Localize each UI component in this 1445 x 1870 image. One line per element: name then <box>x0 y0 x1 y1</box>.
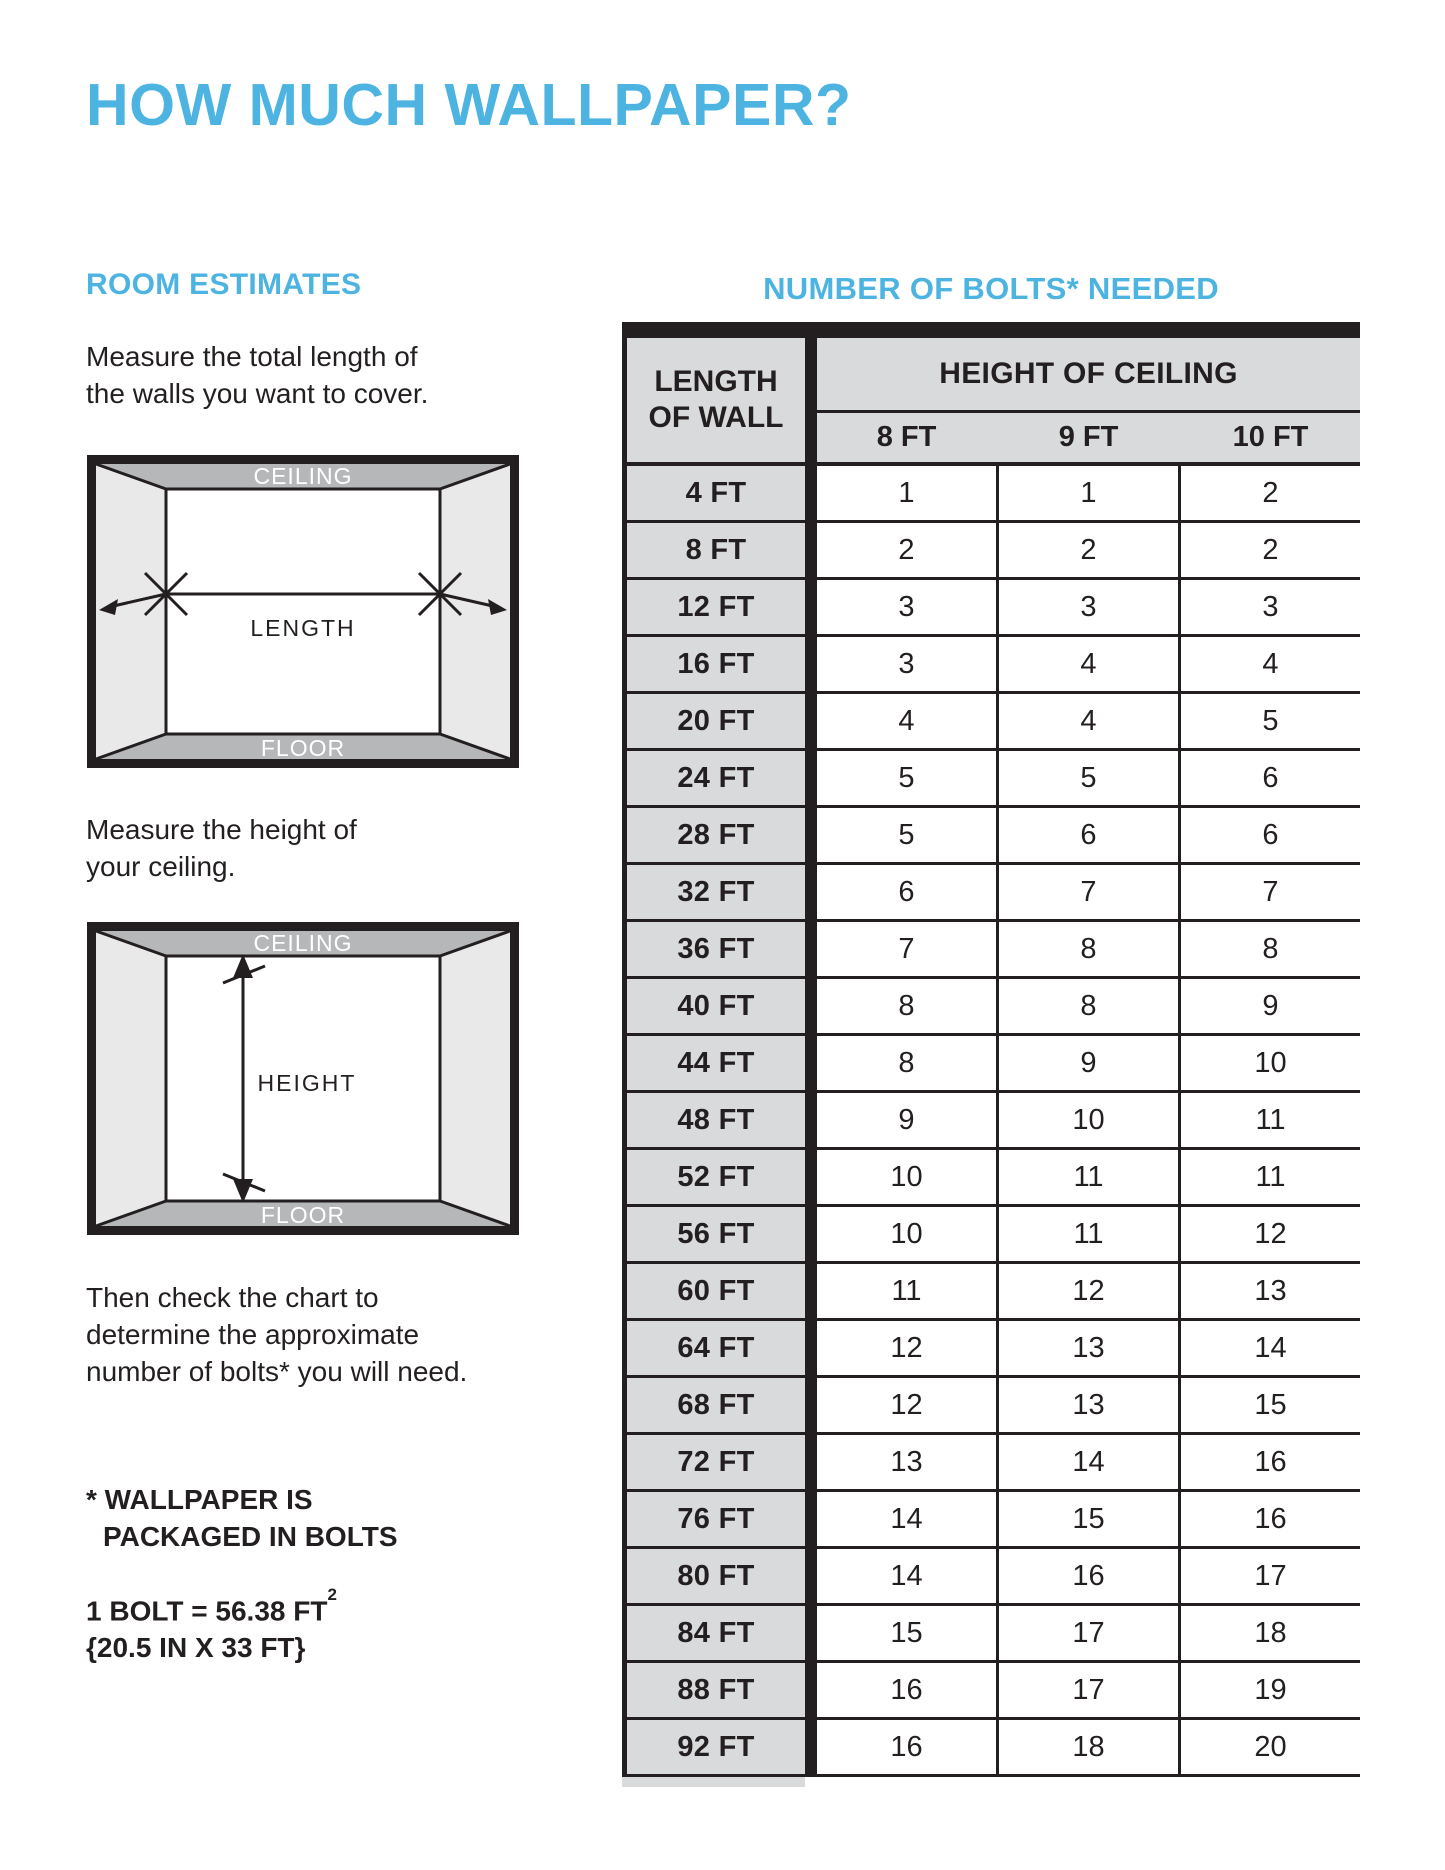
bolts-8ft-cell: 15 <box>817 1606 996 1660</box>
column-divider-thick <box>805 338 817 466</box>
bolts-8ft-cell: 12 <box>817 1321 996 1375</box>
bolts-8ft-cell: 10 <box>817 1207 996 1261</box>
wall-length-cell: 80 FT <box>622 1549 805 1603</box>
wall-length-cell: 84 FT <box>622 1606 805 1660</box>
column-divider-thick <box>805 1492 817 1546</box>
column-divider-thick <box>805 1321 817 1375</box>
bolts-8ft-cell: 5 <box>817 751 996 805</box>
column-divider-thick <box>805 865 817 919</box>
table-row <box>622 637 1360 694</box>
bolts-10ft-cell: 11 <box>1181 1093 1360 1147</box>
bolts-10ft-cell: 16 <box>1181 1492 1360 1546</box>
bolts-9ft-cell: 17 <box>999 1663 1178 1717</box>
left-wall-face <box>96 931 166 1226</box>
column-divider-thick <box>805 1663 817 1717</box>
column-divider-thick <box>805 1150 817 1204</box>
bolts-10ft-cell: 15 <box>1181 1378 1360 1432</box>
header-bottom-line <box>622 462 1360 466</box>
column-divider-thick <box>805 1549 817 1603</box>
table-row <box>622 979 1360 1036</box>
table-row <box>622 1264 1360 1321</box>
bolts-8ft-cell: 3 <box>817 580 996 634</box>
bolts-9ft-cell: 11 <box>999 1207 1178 1261</box>
ceiling-label: CEILING <box>253 463 353 489</box>
bolts-10ft-cell: 5 <box>1181 694 1360 748</box>
bolts-8ft-cell: 14 <box>817 1492 996 1546</box>
bolts-10ft-cell: 6 <box>1181 751 1360 805</box>
wall-length-cell: 72 FT <box>622 1435 805 1489</box>
bolt-area-line <box>86 1586 337 1629</box>
wall-length-cell: 8 FT <box>622 523 805 577</box>
bolts-8ft-cell: 2 <box>817 523 996 577</box>
bolts-10ft-cell: 12 <box>1181 1207 1360 1261</box>
bolts-9ft-cell: 5 <box>999 751 1178 805</box>
check-chart-paragraph <box>86 1279 467 1390</box>
column-divider-thick <box>805 808 817 862</box>
bolts-9ft-cell: 1 <box>999 466 1178 520</box>
bolts-9ft-cell: 8 <box>999 979 1178 1033</box>
bolts-9ft-cell: 16 <box>999 1549 1178 1603</box>
bolts-8ft-cell: 3 <box>817 637 996 691</box>
paragraph-line: determine the approximate <box>86 1319 420 1350</box>
table-row <box>622 1150 1360 1207</box>
bolts-10ft-cell: 7 <box>1181 865 1360 919</box>
bolts-10ft-cell: 19 <box>1181 1663 1360 1717</box>
wall-length-cell: 64 FT <box>622 1321 805 1375</box>
paragraph-line: number of bolts* you will need. <box>86 1356 468 1387</box>
ceiling-label: CEILING <box>253 930 353 956</box>
bolts-8ft-cell: 16 <box>817 1663 996 1717</box>
bolts-9ft-cell: 12 <box>999 1264 1178 1318</box>
bolts-9ft-cell: 4 <box>999 694 1178 748</box>
table-bottom-gray-tab <box>622 1777 805 1787</box>
bolts-table <box>622 322 1360 1787</box>
height-label: HEIGHT <box>257 1070 357 1096</box>
bolts-needed-heading: NUMBER OF BOLTS* NEEDED <box>763 271 1219 306</box>
wall-length-cell: 28 FT <box>622 808 805 862</box>
table-row <box>622 865 1360 922</box>
table-row <box>622 1549 1360 1606</box>
bolts-9ft-cell: 6 <box>999 808 1178 862</box>
page-title: HOW MUCH WALLPAPER? <box>86 72 852 138</box>
room-length-diagram <box>87 455 519 768</box>
bolts-8ft-cell: 6 <box>817 865 996 919</box>
footnote-line: * WALLPAPER IS <box>86 1484 313 1515</box>
column-divider-thick <box>805 1606 817 1660</box>
table-row <box>622 580 1360 637</box>
wall-length-cell: 56 FT <box>622 1207 805 1261</box>
wall-length-cell: 92 FT <box>622 1720 805 1774</box>
table-row <box>622 694 1360 751</box>
bolts-8ft-cell: 5 <box>817 808 996 862</box>
table-header <box>622 338 1360 466</box>
column-divider-thick <box>805 694 817 748</box>
wall-length-cell: 88 FT <box>622 1663 805 1717</box>
paragraph-line: your ceiling. <box>86 851 236 882</box>
column-divider-thick <box>805 1435 817 1489</box>
bolts-9ft-cell: 4 <box>999 637 1178 691</box>
bolts-10ft-cell: 13 <box>1181 1264 1360 1318</box>
wall-length-cell: 4 FT <box>622 466 805 520</box>
column-divider-thick <box>805 580 817 634</box>
bolts-8ft-cell: 16 <box>817 1720 996 1774</box>
bolts-8ft-cell: 12 <box>817 1378 996 1432</box>
bolts-9ft-cell: 18 <box>999 1720 1178 1774</box>
room-estimates-heading: ROOM ESTIMATES <box>86 268 362 301</box>
ceiling-10ft-header: 10 FT <box>1232 421 1309 453</box>
wall-length-cell: 76 FT <box>622 1492 805 1546</box>
wall-length-cell: 48 FT <box>622 1093 805 1147</box>
bolts-10ft-cell: 11 <box>1181 1150 1360 1204</box>
bolts-10ft-cell: 8 <box>1181 922 1360 976</box>
table-row <box>622 751 1360 808</box>
table-row <box>622 808 1360 865</box>
bolts-9ft-cell: 13 <box>999 1378 1178 1432</box>
table-row <box>622 1606 1360 1663</box>
bolts-9ft-cell: 15 <box>999 1492 1178 1546</box>
bolts-9ft-cell: 8 <box>999 922 1178 976</box>
table-row <box>622 1378 1360 1435</box>
bolts-table-body <box>622 466 1360 1777</box>
paragraph-line: Measure the height of <box>86 814 357 845</box>
table-row <box>622 1663 1360 1720</box>
bolts-10ft-cell: 10 <box>1181 1036 1360 1090</box>
floor-label: FLOOR <box>260 1202 346 1228</box>
paragraph-line: the walls you want to cover. <box>86 378 429 409</box>
wall-length-cell: 52 FT <box>622 1150 805 1204</box>
paragraph-line: Then check the chart to <box>86 1282 379 1313</box>
bolts-9ft-cell: 2 <box>999 523 1178 577</box>
bolts-10ft-cell: 6 <box>1181 808 1360 862</box>
bolts-9ft-cell: 11 <box>999 1150 1178 1204</box>
ceiling-height-subheader <box>817 413 1360 462</box>
table-row <box>622 1435 1360 1492</box>
bolt-dimensions-line: {20.5 IN X 33 FT} <box>86 1632 306 1664</box>
bolts-9ft-cell: 14 <box>999 1435 1178 1489</box>
bolts-9ft-cell: 10 <box>999 1093 1178 1147</box>
column-divider-thick <box>805 1093 817 1147</box>
wall-length-cell: 44 FT <box>622 1036 805 1090</box>
bolt-size-info <box>86 1586 337 1666</box>
wall-length-cell: 60 FT <box>622 1264 805 1318</box>
column-divider-thick <box>805 523 817 577</box>
header-line: LENGTH <box>654 365 778 398</box>
bolts-10ft-cell: 17 <box>1181 1549 1360 1603</box>
column-divider-thick <box>805 1720 817 1774</box>
column-divider-thick <box>805 1264 817 1318</box>
column-divider-thick <box>805 979 817 1033</box>
bolts-8ft-cell: 14 <box>817 1549 996 1603</box>
table-row <box>622 466 1360 523</box>
bolts-footnote <box>86 1481 398 1555</box>
table-row <box>622 1720 1360 1777</box>
wall-length-cell: 16 FT <box>622 637 805 691</box>
bolts-9ft-cell: 13 <box>999 1321 1178 1375</box>
bolts-9ft-cell: 17 <box>999 1606 1178 1660</box>
height-of-ceiling-header: HEIGHT OF CEILING <box>817 338 1360 410</box>
table-row <box>622 922 1360 979</box>
floor-label: FLOOR <box>260 735 346 761</box>
bolts-8ft-cell: 8 <box>817 979 996 1033</box>
bolts-10ft-cell: 3 <box>1181 580 1360 634</box>
bolts-8ft-cell: 8 <box>817 1036 996 1090</box>
column-divider-thick <box>805 751 817 805</box>
table-row <box>622 523 1360 580</box>
table-row <box>622 1093 1360 1150</box>
bolt-area-text: 1 BOLT = 56.38 FT <box>86 1595 328 1627</box>
column-divider-thick <box>805 1378 817 1432</box>
table-top-bar <box>622 322 1360 338</box>
bolts-10ft-cell: 16 <box>1181 1435 1360 1489</box>
column-divider-thick <box>805 466 817 520</box>
column-divider-thick <box>805 637 817 691</box>
bolts-10ft-cell: 20 <box>1181 1720 1360 1774</box>
length-of-wall-header <box>622 338 805 462</box>
squared-superscript: 2 <box>327 1585 337 1604</box>
table-row <box>622 1321 1360 1378</box>
bolts-10ft-cell: 9 <box>1181 979 1360 1033</box>
bolts-10ft-cell: 18 <box>1181 1606 1360 1660</box>
table-row <box>622 1207 1360 1264</box>
ceiling-9ft-header: 9 FT <box>1058 421 1119 453</box>
wall-length-cell: 40 FT <box>622 979 805 1033</box>
header-line: OF WALL <box>648 401 784 434</box>
room-height-diagram <box>87 922 519 1235</box>
bolts-8ft-cell: 13 <box>817 1435 996 1489</box>
bolts-8ft-cell: 9 <box>817 1093 996 1147</box>
table-row <box>622 1492 1360 1549</box>
bolts-10ft-cell: 4 <box>1181 637 1360 691</box>
column-divider-thick <box>805 922 817 976</box>
footnote-line: PACKAGED IN BOLTS <box>103 1521 398 1552</box>
bolts-10ft-cell: 14 <box>1181 1321 1360 1375</box>
bolts-10ft-cell: 2 <box>1181 466 1360 520</box>
bolts-9ft-cell: 7 <box>999 865 1178 919</box>
bolts-9ft-cell: 3 <box>999 580 1178 634</box>
bolts-8ft-cell: 11 <box>817 1264 996 1318</box>
wall-length-cell: 12 FT <box>622 580 805 634</box>
wall-length-cell: 32 FT <box>622 865 805 919</box>
wall-length-cell: 68 FT <box>622 1378 805 1432</box>
wall-length-cell: 20 FT <box>622 694 805 748</box>
length-label: LENGTH <box>250 615 356 641</box>
wall-length-cell: 36 FT <box>622 922 805 976</box>
bolts-8ft-cell: 10 <box>817 1150 996 1204</box>
measure-height-paragraph <box>86 811 357 885</box>
wall-length-cell: 24 FT <box>622 751 805 805</box>
right-wall-face <box>440 931 510 1226</box>
paragraph-line: Measure the total length of <box>86 341 418 372</box>
ceiling-8ft-header: 8 FT <box>876 421 937 453</box>
column-divider-thick <box>805 1036 817 1090</box>
bolts-10ft-cell: 2 <box>1181 523 1360 577</box>
measure-length-paragraph <box>86 338 428 412</box>
bolts-8ft-cell: 7 <box>817 922 996 976</box>
table-row <box>622 1036 1360 1093</box>
bolts-8ft-cell: 1 <box>817 466 996 520</box>
column-divider-thick <box>805 1207 817 1261</box>
bolts-9ft-cell: 9 <box>999 1036 1178 1090</box>
back-wall <box>166 489 440 734</box>
bolts-8ft-cell: 4 <box>817 694 996 748</box>
